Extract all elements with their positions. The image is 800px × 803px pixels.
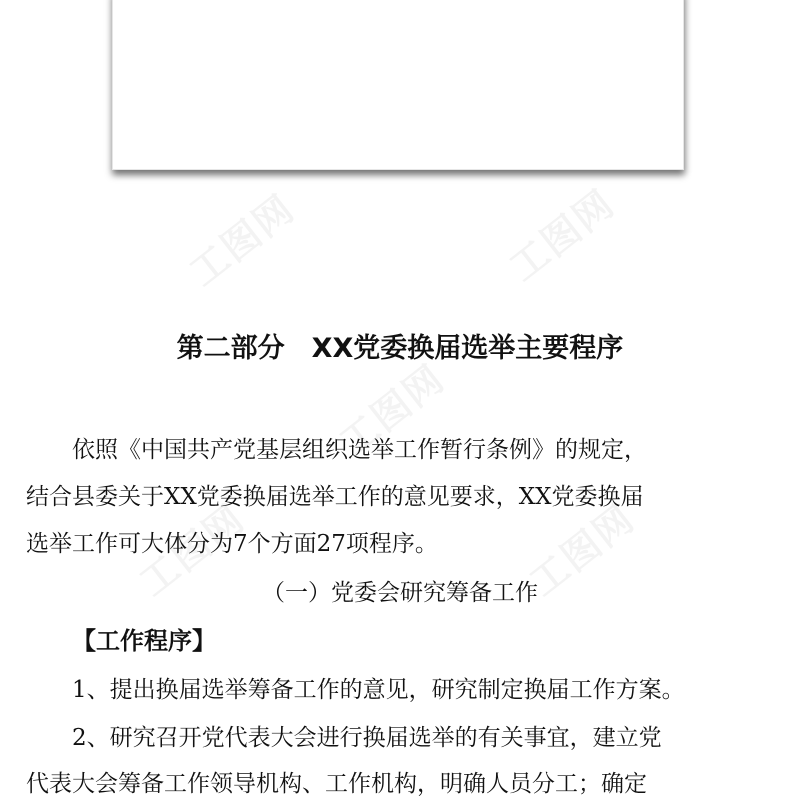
- watermark-text: 工图网: [131, 495, 253, 605]
- intro-paragraph-line: 选举工作可大体分为7个方面27项程序。: [26, 531, 438, 557]
- subsection-heading: （一）党委会研究筹备工作: [262, 580, 538, 606]
- watermark-text: 工图网: [521, 495, 643, 605]
- watermark-text: 工图网: [331, 355, 453, 465]
- watermark-text: 工图网: [181, 185, 303, 295]
- procedure-item-line: 代表大会筹备工作领导机构、工作机构，明确人员分工；确定: [26, 771, 647, 797]
- intro-paragraph-line: 结合县委关于XX党委换届选举工作的意见要求，XX党委换届: [26, 484, 644, 510]
- previous-page-card: [112, 0, 684, 170]
- procedure-item-line: 1、提出换届选举筹备工作的意见，研究制定换届工作方案。: [26, 677, 685, 703]
- procedure-item-line: 2、研究召开党代表大会进行换届选举的有关事宜，建立党: [26, 725, 662, 751]
- work-procedure-heading: 【工作程序】: [72, 627, 216, 655]
- watermark-text: 工图网: [501, 180, 623, 290]
- section-title: 第二部分 XX党委换届选举主要程序: [176, 333, 624, 364]
- intro-paragraph-line: 依照《中国共产党基层组织选举工作暂行条例》的规定，: [26, 437, 647, 463]
